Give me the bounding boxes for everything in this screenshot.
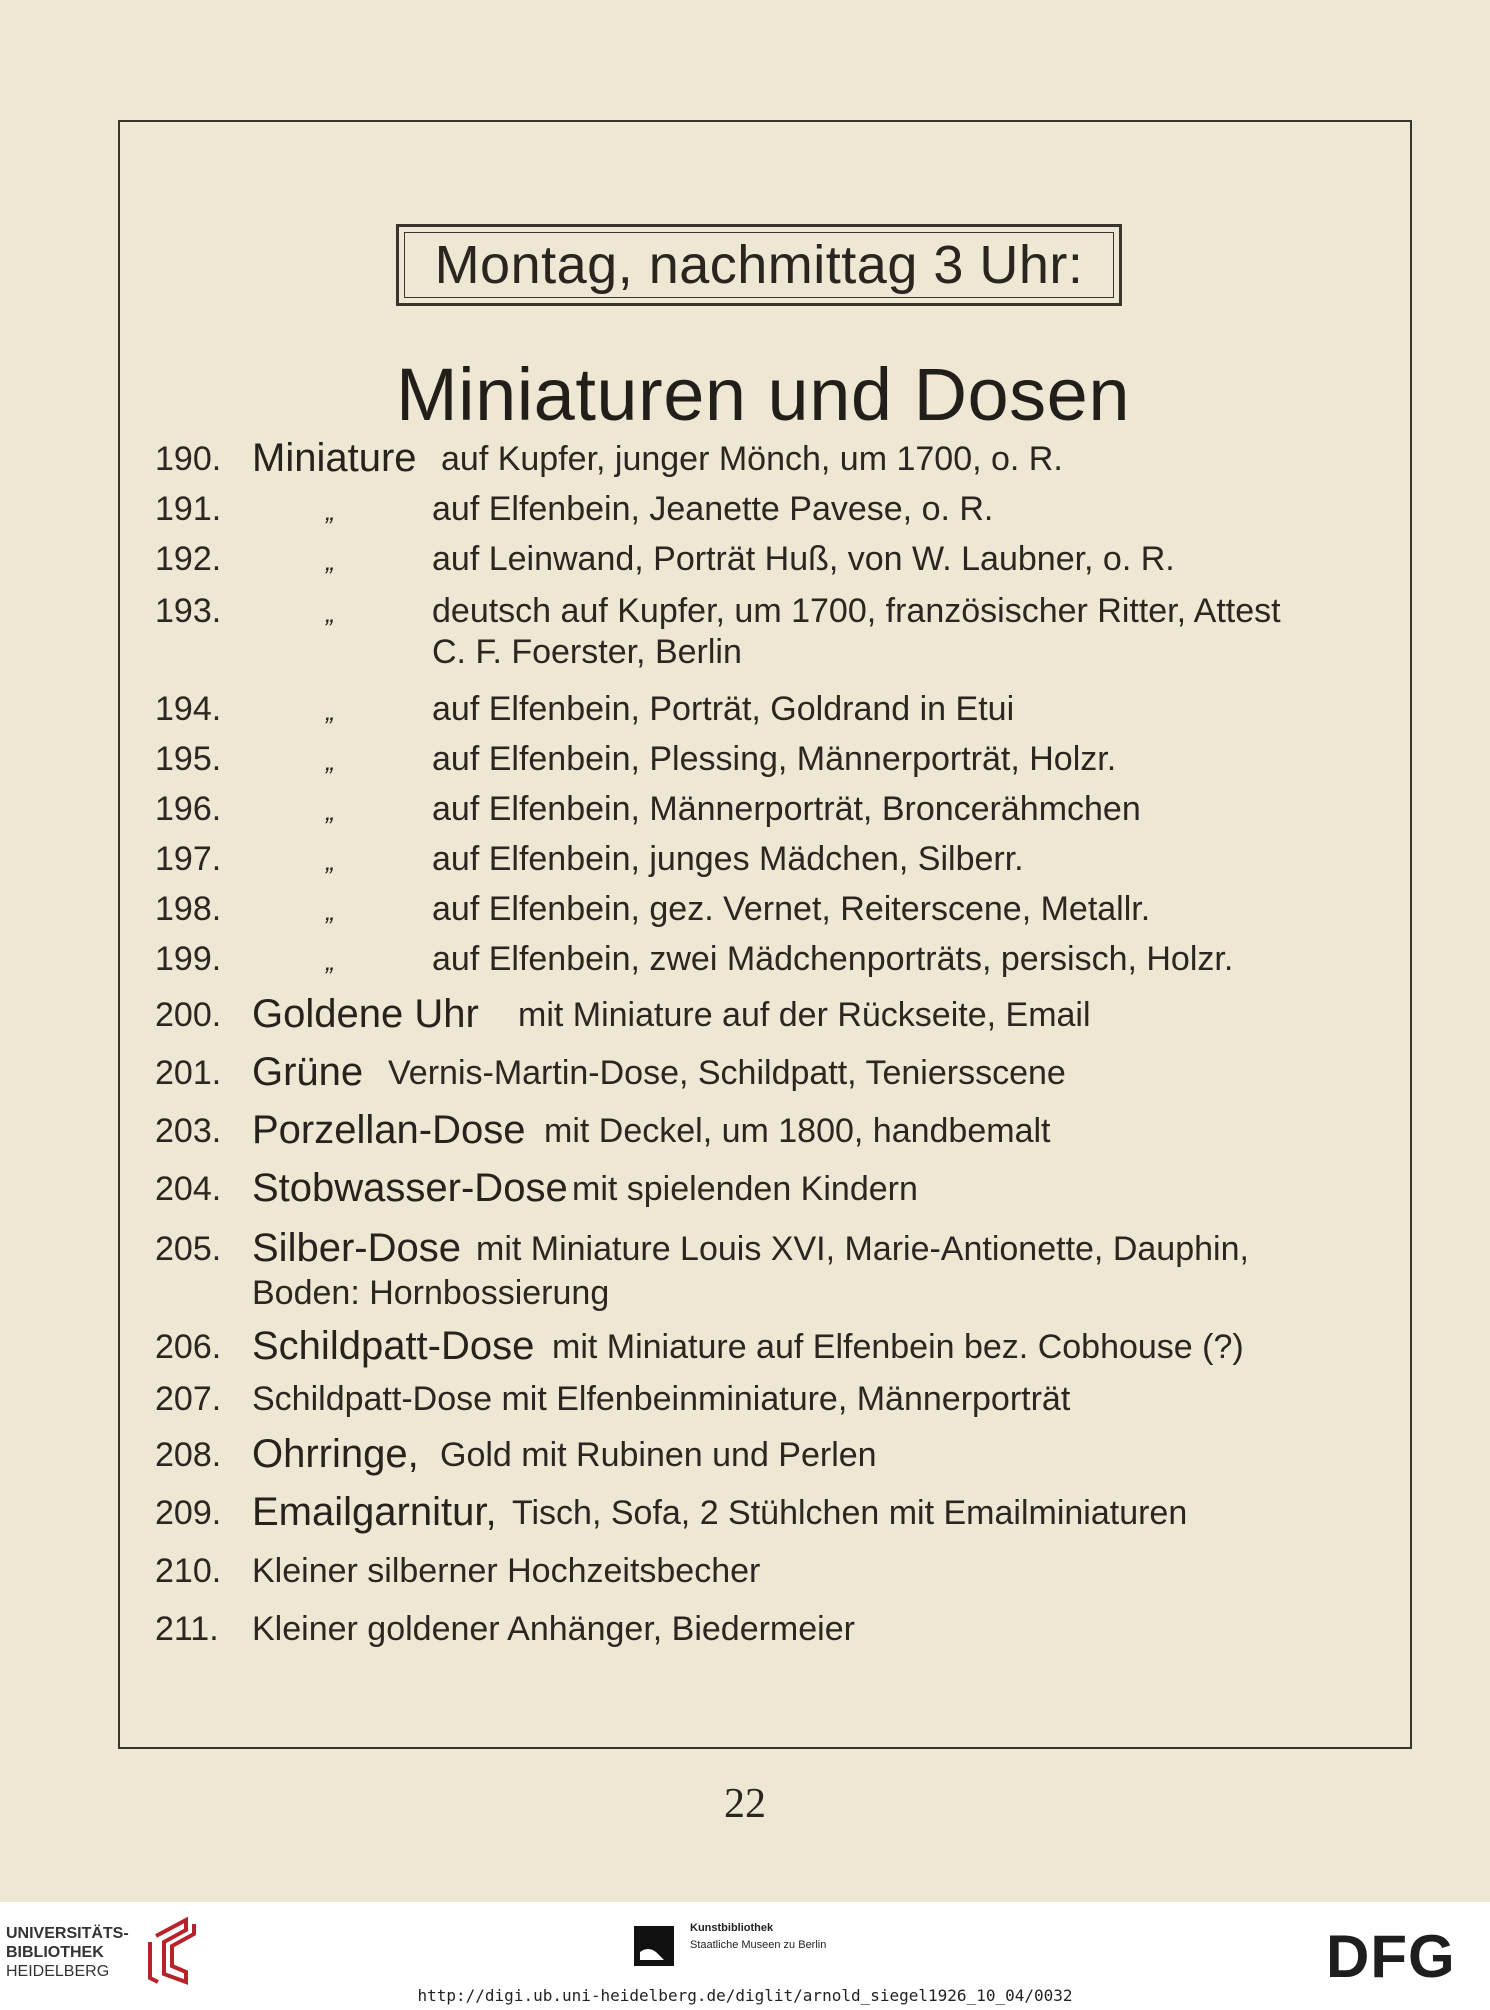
entry-number: 190. (155, 440, 222, 478)
entry-text: mit Miniature auf der Rückseite, Email (518, 996, 1091, 1034)
ditto-mark: „ (326, 496, 335, 526)
ub-line-3: HEIDELBERG (6, 1963, 110, 1980)
kunstbibliothek-label (690, 1920, 826, 1954)
ditto-mark: „ (326, 696, 335, 726)
entry-text: auf Elfenbein, junges Mädchen, Silberr. (432, 840, 1024, 878)
entry-number: 207. (155, 1380, 222, 1418)
entry-lead: Goldene Uhr (252, 992, 479, 1036)
session-title: Montag, nachmittag 3 Uhr: (434, 235, 1084, 295)
entry-lead: Stobwasser-Dose (252, 1166, 568, 1210)
entry-number: 211. (155, 1610, 219, 1648)
section-heading: Miniaturen und Dosen (396, 353, 1130, 436)
entry-text: Gold mit Rubinen und Perlen (440, 1436, 877, 1474)
entry-number: 194. (155, 690, 222, 728)
entry-number: 208. (155, 1436, 222, 1474)
ditto-mark: „ (326, 746, 335, 776)
entry-number: 198. (155, 890, 222, 928)
dfg-logo: DFG (1326, 1923, 1456, 1990)
entry-text: Kleiner goldener Anhänger, Biedermeier (252, 1610, 855, 1648)
entry-text: auf Elfenbein, Männerporträt, Broncerähmchen (432, 790, 1141, 828)
entry-text (432, 592, 1281, 672)
kb-line-1: Kunstbibliothek (690, 1922, 774, 1934)
entry-text: auf Elfenbein, zwei Mädchenporträts, persisch, Holzr. (432, 940, 1234, 978)
entry-lead: Ohrringe, (252, 1432, 419, 1476)
entry-number: 201. (155, 1054, 222, 1092)
ditto-mark: „ (326, 846, 335, 876)
entry-text: auf Elfenbein, gez. Vernet, Reiterscene, Metallr. (432, 890, 1151, 928)
entry-text-continuation: C. F. Foerster, Berlin (432, 633, 742, 671)
entry-number: 195. (155, 740, 222, 778)
entry-lead: Schildpatt-Dose (252, 1324, 535, 1368)
entry-number: 197. (155, 840, 222, 878)
ditto-mark: „ (326, 946, 335, 976)
entry-text: auf Elfenbein, Plessing, Männerporträt, Holzr. (432, 740, 1117, 778)
entry-number: 192. (155, 540, 222, 578)
ub-heidelberg-label (6, 1924, 129, 1981)
entry-text: auf Elfenbein, Jeanette Pavese, o. R. (432, 490, 994, 528)
entry-text: Schildpatt-Dose mit Elfenbeinminiature, Männerporträt (252, 1380, 1071, 1418)
entry-text: auf Elfenbein, Porträt, Goldrand in Etui (432, 690, 1015, 728)
entry-lead: Miniature (252, 436, 417, 480)
entry-number: 200. (155, 996, 222, 1034)
entry-lead: Grüne (252, 1050, 364, 1094)
page-number: 22 (724, 1781, 766, 1827)
kb-line-2: Staatliche Museen zu Berlin (690, 1939, 827, 1951)
digitization-footer (0, 1902, 1490, 2010)
entry-number: 191. (155, 490, 222, 528)
entry-text: auf Leinwand, Porträt Huß, von W. Laubner, o. R. (432, 540, 1175, 578)
entry-text: mit spielenden Kindern (572, 1170, 918, 1208)
ditto-mark: „ (326, 598, 335, 628)
ditto-mark: „ (326, 896, 335, 926)
entry-number: 193. (155, 592, 222, 630)
entry-number: 209. (155, 1494, 222, 1532)
ub-line-2: BIBLIOTHEK (6, 1944, 104, 1961)
entry-lead: Emailgarnitur, (252, 1490, 497, 1534)
entry-lead: Silber-Dose (252, 1226, 461, 1270)
source-url[interactable]: http://digi.ub.uni-heidelberg.de/diglit/arnold_siegel1926_10_04/0032 (417, 1986, 1073, 2005)
entry-text-continuation: Boden: Hornbossierung (252, 1274, 610, 1312)
entry-text: mit Deckel, um 1800, handbemalt (544, 1112, 1051, 1150)
entry-text: Vernis-Martin-Dose, Schildpatt, Teniersscene (388, 1054, 1066, 1092)
entry-number: 199. (155, 940, 222, 978)
entry-number: 205. (155, 1230, 222, 1268)
ditto-mark: „ (326, 796, 335, 826)
entry-number: 196. (155, 790, 222, 828)
entry-number: 204. (155, 1170, 222, 1208)
ub-heidelberg-logo-icon (146, 1916, 204, 1986)
ub-line-1: UNIVERSITÄTS- (6, 1925, 129, 1942)
entry-text: mit Miniature Louis XVI, Marie-Antionette, Dauphin, (476, 1230, 1249, 1268)
entry-text: auf Kupfer, junger Mönch, um 1700, o. R. (441, 440, 1063, 478)
entry-number: 210. (155, 1552, 222, 1590)
entry-lead: Porzellan-Dose (252, 1108, 526, 1152)
ditto-mark: „ (326, 546, 335, 576)
kunstbibliothek-logo-icon (634, 1926, 674, 1966)
entry-text-line: deutsch auf Kupfer, um 1700, französischer Ritter, Attest (432, 592, 1281, 630)
entry-text: mit Miniature auf Elfenbein bez. Cobhouse (?) (552, 1328, 1244, 1366)
entry-number: 203. (155, 1112, 222, 1150)
entry-text: Kleiner silberner Hochzeitsbecher (252, 1552, 761, 1590)
entry-text: Tisch, Sofa, 2 Stühlchen mit Emailminiaturen (512, 1494, 1188, 1532)
entry-number: 206. (155, 1328, 222, 1366)
